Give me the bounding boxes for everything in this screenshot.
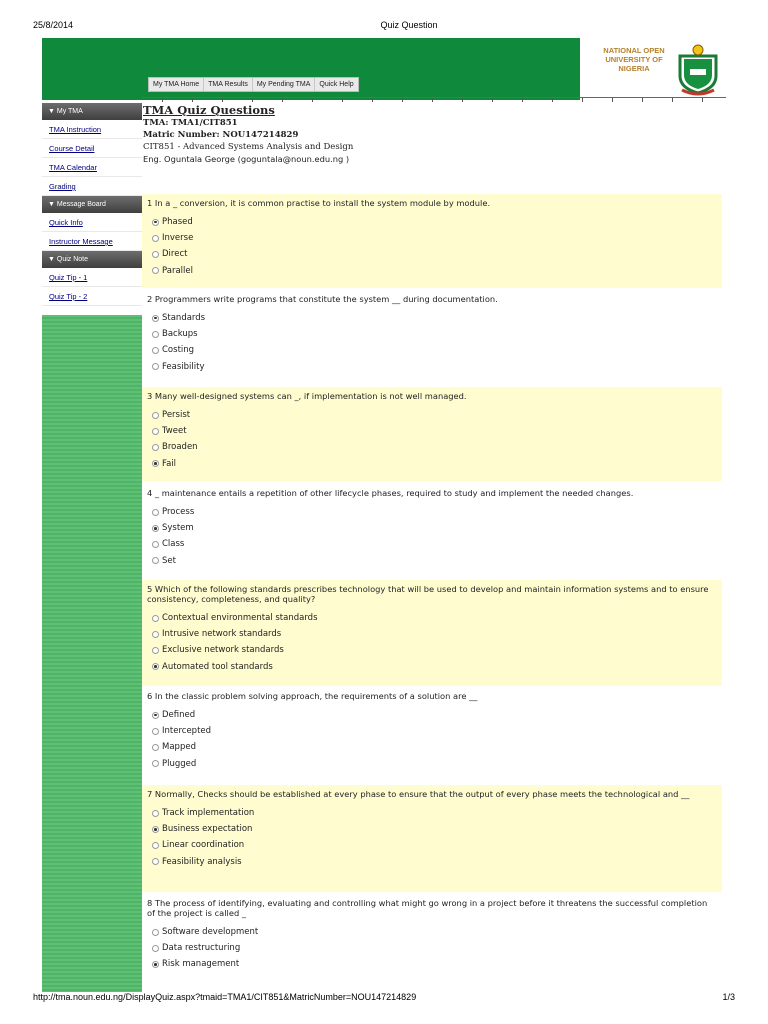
ruler-tick	[432, 98, 433, 102]
ruler-tick	[342, 98, 343, 102]
ruler-tick	[522, 98, 523, 102]
answer-option[interactable]	[152, 805, 722, 821]
answer-option[interactable]	[152, 837, 722, 853]
answer-option-label: Feasibility analysis	[162, 856, 242, 867]
answer-option[interactable]	[152, 520, 722, 536]
answer-option-label: Parallel	[162, 265, 193, 276]
sidebar-section-message-board[interactable]: ▼ Message Board	[42, 196, 142, 213]
radio-unselected-icon[interactable]	[152, 541, 159, 548]
sidebar-link-quiz-tip-1[interactable]: Quiz Tip - 1	[42, 268, 142, 287]
sidebar-link-instructor-message[interactable]: Instructor Message	[42, 232, 142, 251]
answer-option[interactable]	[152, 230, 722, 246]
print-footer	[0, 992, 768, 1024]
answer-option[interactable]	[152, 642, 722, 658]
answer-options	[142, 310, 722, 375]
answer-option[interactable]	[152, 924, 722, 940]
question-text: 3 Many well-designed systems can _, if implementation is not well managed.	[142, 387, 722, 407]
ruler-tick	[282, 98, 283, 102]
answer-option[interactable]	[152, 610, 722, 626]
answer-option[interactable]	[152, 723, 722, 739]
question-block	[142, 785, 722, 892]
answer-option[interactable]	[152, 246, 722, 262]
sidebar-link-tma-calendar[interactable]: TMA Calendar	[42, 158, 142, 177]
answer-option[interactable]	[152, 439, 722, 455]
ruler-tick	[582, 98, 583, 102]
tma-id: TMA: TMA1/CIT851	[143, 118, 238, 128]
sidebar-section-my-tma[interactable]: ▼ My TMA	[42, 103, 142, 120]
top-navigation	[148, 77, 359, 92]
answer-option-label: Track implementation	[162, 808, 255, 818]
university-crest-icon	[676, 42, 720, 96]
radio-unselected-icon[interactable]	[152, 631, 159, 638]
answer-options	[142, 610, 722, 675]
sidebar-link-quiz-tip-2[interactable]: Quiz Tip - 2	[42, 287, 142, 306]
radio-selected-icon[interactable]	[152, 663, 159, 670]
instructor-name: Eng. Oguntala George (goguntala@noun.edu.ng )	[143, 154, 350, 164]
radio-unselected-icon[interactable]	[152, 235, 159, 242]
answer-option-label: Intrusive network standards	[162, 629, 282, 640]
ruler-tick	[192, 98, 193, 102]
answer-option-label: Exclusive network standards	[162, 645, 284, 656]
answer-option[interactable]	[152, 940, 722, 956]
question-block	[142, 894, 722, 984]
answer-option-label: Feasibility	[162, 361, 205, 372]
radio-unselected-icon[interactable]	[152, 858, 159, 865]
sidebar-link-quick-info[interactable]: Quick Info	[42, 213, 142, 232]
radio-unselected-icon[interactable]	[152, 347, 159, 354]
radio-unselected-icon[interactable]	[152, 363, 159, 370]
question-text: 8 The process of identifying, evaluating and controlling what might go wrong in a project before it threatens the successful completion of the project is called _	[147, 898, 708, 918]
print-title: Quiz Question	[380, 20, 438, 30]
radio-unselected-icon[interactable]	[152, 251, 159, 258]
question-block	[142, 387, 722, 481]
nav-my-tma-home[interactable]: My TMA Home	[149, 78, 204, 91]
ruler-tick	[672, 98, 673, 102]
university-name: NATIONAL OPEN UNIVERSITY OF NIGERIA	[603, 46, 665, 73]
answer-option[interactable]	[152, 756, 722, 772]
university-brand	[580, 38, 726, 100]
answer-option-label: System	[162, 523, 194, 534]
ruler-tick	[642, 98, 643, 102]
question-text: 6 In the classic problem solving approach, the requirements of a solution are __	[147, 691, 478, 701]
ruler-tick	[402, 98, 403, 102]
answer-option[interactable]	[152, 536, 722, 552]
answer-options	[142, 407, 722, 472]
answer-options	[142, 924, 722, 973]
radio-selected-icon[interactable]	[152, 525, 159, 532]
site-banner	[42, 38, 726, 100]
answer-option[interactable]	[152, 310, 722, 326]
answer-options	[142, 504, 722, 569]
answer-option-label: Costing	[162, 345, 195, 356]
ruler-tick	[492, 98, 493, 102]
answer-option-label: Plugged	[162, 758, 197, 769]
answer-option[interactable]	[152, 553, 722, 569]
answer-option[interactable]	[152, 263, 722, 279]
print-page-number: 1/3	[722, 992, 735, 1002]
radio-selected-icon[interactable]	[152, 219, 159, 226]
question-block	[142, 290, 722, 384]
answer-option-label: Persist	[162, 410, 191, 420]
answer-option[interactable]	[152, 342, 722, 358]
radio-unselected-icon[interactable]	[152, 728, 159, 735]
answer-option-label: Broaden	[162, 442, 198, 453]
answer-option[interactable]	[152, 821, 722, 837]
answer-option-label: Linear coordination	[162, 840, 245, 851]
radio-unselected-icon[interactable]	[152, 428, 159, 435]
radio-unselected-icon[interactable]	[152, 331, 159, 338]
answer-option[interactable]	[152, 739, 722, 755]
answer-option[interactable]	[152, 659, 722, 675]
question-block	[142, 194, 722, 288]
question-block	[142, 484, 722, 578]
answer-option-label: Backups	[162, 329, 198, 340]
answer-option[interactable]	[152, 956, 722, 972]
matric-number: Matric Number: NOU147214829	[143, 130, 299, 140]
radio-unselected-icon[interactable]	[152, 744, 159, 751]
print-header	[0, 0, 768, 38]
sidebar-section-quiz-note[interactable]: ▼ Quiz Note	[42, 251, 142, 268]
radio-selected-icon[interactable]	[152, 712, 159, 719]
radio-selected-icon[interactable]	[152, 315, 159, 322]
answer-option-label: Risk management	[162, 959, 240, 970]
ruler-tick	[612, 98, 613, 102]
radio-unselected-icon[interactable]	[152, 760, 159, 767]
answer-option-label: Class	[162, 539, 185, 550]
ruler-tick	[552, 98, 553, 102]
answer-option[interactable]	[152, 359, 722, 375]
radio-unselected-icon[interactable]	[152, 810, 159, 817]
ruler-tick	[462, 98, 463, 102]
answer-option[interactable]	[152, 854, 722, 870]
radio-unselected-icon[interactable]	[152, 647, 159, 654]
nav-quick-help[interactable]: Quick Help	[319, 81, 354, 88]
answer-option[interactable]	[152, 423, 722, 439]
answer-option-label: Automated tool standards	[162, 661, 273, 672]
answer-option-label: Direct	[162, 249, 188, 260]
answer-option[interactable]	[152, 707, 722, 723]
answer-option-label: Intercepted	[162, 726, 212, 737]
nav-tma-results[interactable]: TMA Results	[204, 78, 253, 91]
ruler-tick	[702, 98, 703, 102]
question-text: 1 In a _ conversion, it is common practise to install the system module by module.	[142, 194, 722, 214]
ruler-tick	[162, 98, 163, 102]
sidebar-menu	[42, 103, 142, 315]
answer-option-label: Data restructuring	[162, 943, 241, 954]
radio-unselected-icon[interactable]	[152, 509, 159, 516]
answer-option-label: Process	[162, 507, 195, 517]
nav-my-pending-tma[interactable]: My Pending TMA	[253, 78, 316, 91]
radio-unselected-icon[interactable]	[152, 929, 159, 936]
answer-option-label: Mapped	[162, 742, 196, 753]
answer-option-label: Contextual environmental standards	[162, 613, 318, 623]
answer-option-label: Software development	[162, 927, 259, 937]
question-block	[142, 580, 722, 686]
ruler-tick	[372, 98, 373, 102]
answer-options	[142, 805, 722, 870]
radio-unselected-icon[interactable]	[152, 412, 159, 419]
sidebar-link-grading[interactable]: Grading	[42, 177, 142, 196]
answer-option-label: Defined	[162, 710, 196, 720]
answer-option-label: Set	[162, 555, 176, 566]
answer-option-label: Inverse	[162, 233, 194, 244]
answer-options	[142, 707, 722, 772]
question-text: 7 Normally, Checks should be established at every phase to ensure that the output of every phase meets the technological and __	[142, 785, 722, 805]
question-text: 4 _ maintenance entails a repetition of other lifecycle phases, required to study and implement the needed changes.	[147, 488, 634, 498]
ruler-tick	[252, 98, 253, 102]
page-title: TMA Quiz Questions	[143, 103, 275, 117]
question-block	[142, 687, 722, 783]
sidebar-link-tma-instruction[interactable]: TMA Instruction	[42, 120, 142, 139]
radio-unselected-icon[interactable]	[152, 615, 159, 622]
answer-option[interactable]	[152, 456, 722, 472]
print-url: http://tma.noun.edu.ng/DisplayQuiz.aspx?tmaid=TMA1/CIT851&MatricNumber=NOU147214829	[33, 992, 417, 1002]
sidebar-link-course-detail[interactable]: Course Detail	[42, 139, 142, 158]
sidebar	[42, 103, 142, 992]
answer-option-label: Business expectation	[162, 824, 253, 835]
answer-option[interactable]	[152, 407, 722, 423]
answer-option-label: Phased	[162, 217, 193, 227]
answer-option-label: Tweet	[162, 426, 187, 437]
radio-unselected-icon[interactable]	[152, 557, 159, 564]
question-text: 5 Which of the following standards prescribes technology that will be used to develop and maintain information systems and to ensure consistency, completeness, and quality?	[142, 580, 722, 610]
radio-unselected-icon[interactable]	[152, 267, 159, 274]
course-title: CIT851 - Advanced Systems Analysis and Design	[143, 142, 354, 152]
question-text: 2 Programmers write programs that constitute the system __ during documentation.	[147, 294, 498, 304]
ruler-tick	[312, 98, 313, 102]
radio-unselected-icon[interactable]	[152, 945, 159, 952]
answer-option-label: Fail	[162, 458, 177, 469]
answer-option[interactable]	[152, 326, 722, 342]
answer-options	[142, 214, 722, 279]
radio-selected-icon[interactable]	[152, 961, 159, 968]
ruler-tick	[222, 98, 223, 102]
radio-unselected-icon[interactable]	[152, 842, 159, 849]
print-date: 25/8/2014	[33, 20, 74, 30]
main-content	[142, 103, 726, 166]
radio-unselected-icon[interactable]	[152, 444, 159, 451]
answer-option[interactable]	[152, 626, 722, 642]
radio-selected-icon[interactable]	[152, 826, 159, 833]
answer-option[interactable]	[152, 214, 722, 230]
answer-option[interactable]	[152, 504, 722, 520]
radio-selected-icon[interactable]	[152, 460, 159, 467]
answer-option-label: Standards	[162, 313, 206, 323]
